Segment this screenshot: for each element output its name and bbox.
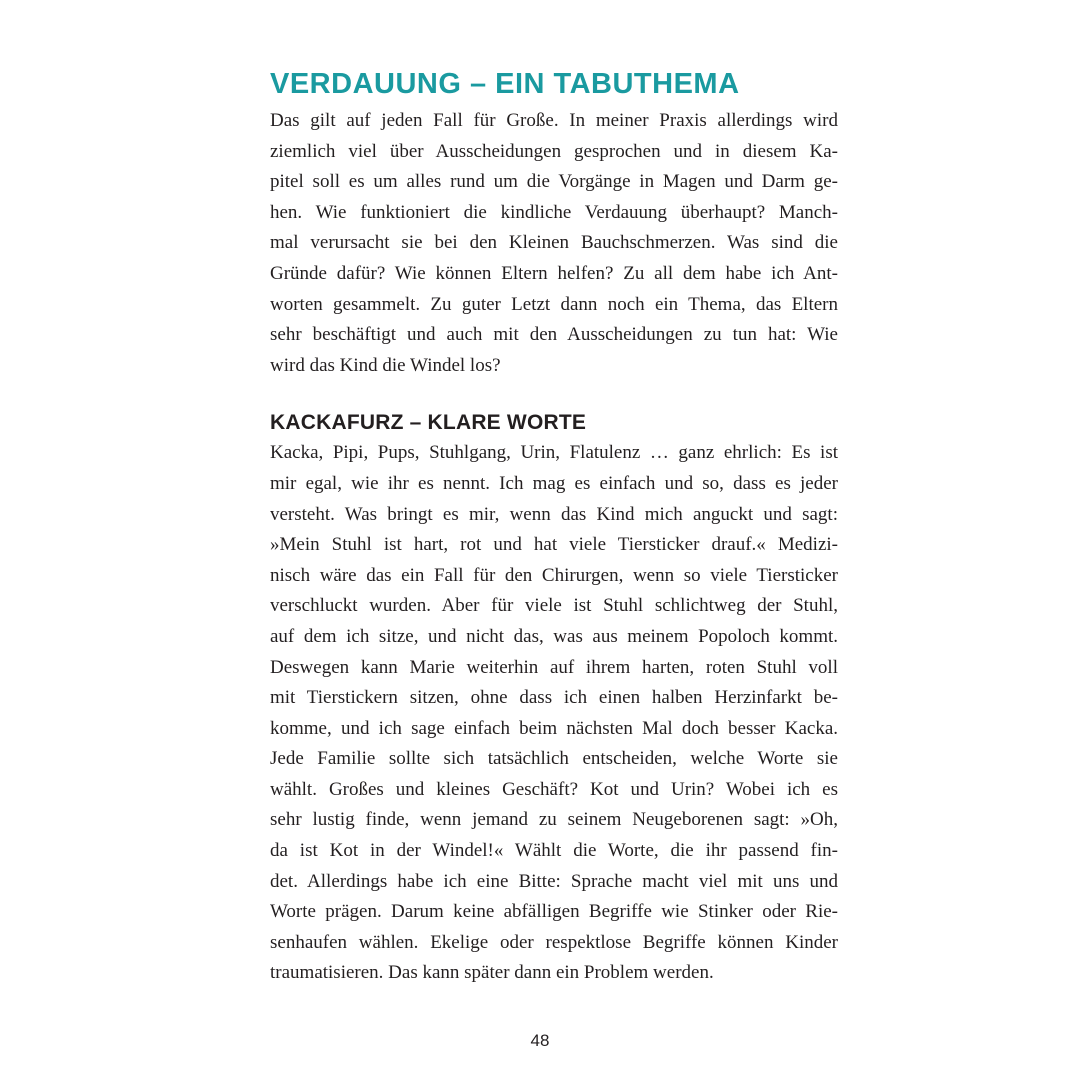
text-line: Worte prägen. Darum keine abfälligen Begriffe wie Stinker oder Rie- <box>270 901 838 923</box>
chapter-title: VERDAUUNG – EIN TABUTHEMA <box>270 68 740 100</box>
text-line: wählt. Großes und kleines Geschäft? Kot und Urin? Wobei ich es <box>270 778 838 800</box>
text-line: versteht. Was bringt es mir, wenn das Kind mich anguckt und sagt: <box>270 503 838 525</box>
text-line: Jede Familie sollte sich tatsächlich entscheiden, welche Worte sie <box>270 748 838 770</box>
text-line: Das gilt auf jeden Fall für Große. In meiner Praxis allerdings wird <box>270 110 838 131</box>
text-line: det. Allerdings habe ich eine Bitte: Sprache macht viel mit uns und <box>270 870 838 892</box>
text-line: pitel soll es um alles rund um die Vorgänge in Magen und Darm ge- <box>270 171 838 193</box>
text-line: ziemlich viel über Ausscheidungen gesprochen und in diesem Ka- <box>270 140 838 162</box>
text-line: mit Tierstickern sitzen, ohne dass ich einen halben Herzinfarkt be- <box>270 687 838 709</box>
text-line: Deswegen kann Marie weiterhin auf ihrem harten, roten Stuhl voll <box>270 656 838 678</box>
text-line: auf dem ich sitze, und nicht das, was aus meinem Popoloch kommt. <box>270 625 838 647</box>
text-line: komme, und ich sage einfach beim nächsten Mal doch besser Kacka. <box>270 717 838 739</box>
text-line: hen. Wie funktioniert die kindliche Verdauung überhaupt? Manch- <box>270 201 838 223</box>
text-line: da ist Kot in der Windel!« Wählt die Worte, die ihr passend fin- <box>270 840 838 862</box>
text-line: worten gesammelt. Zu guter Letzt dann noch ein Thema, das Eltern <box>270 293 838 315</box>
text-line: sehr beschäftigt und auch mit den Ausscheidungen zu tun hat: Wie <box>270 324 838 346</box>
text-line: mal verursacht sie bei den Kleinen Bauchschmerzen. Was sind die <box>270 232 838 254</box>
section-paragraph <box>270 438 838 989</box>
chapter-intro-paragraph <box>270 106 838 381</box>
text-line: senhaufen wählen. Ekelige oder respektlose Begriffe können Kinder <box>270 931 838 953</box>
text-line: verschluckt wurden. Aber für viele ist Stuhl schlichtweg der Stuhl, <box>270 595 838 617</box>
text-line: sehr lustig finde, wenn jemand zu seinem Neugeborenen sagt: »Oh, <box>270 809 838 831</box>
text-line: »Mein Stuhl ist hart, rot und hat viele Tiersticker drauf.« Medizi- <box>270 534 838 556</box>
book-page <box>270 66 838 989</box>
text-line: Kacka, Pipi, Pups, Stuhlgang, Urin, Flatulenz … ganz ehrlich: Es ist <box>270 442 838 464</box>
text-line: Gründe dafür? Wie können Eltern helfen? Zu all dem habe ich Ant- <box>270 262 838 284</box>
text-line: mir egal, wie ihr es nennt. Ich mag es einfach und so, dass es jeder <box>270 472 838 494</box>
text-line: traumatisieren. Das kann später dann ein Problem werden. <box>270 962 714 984</box>
section-title: KACKAFURZ – KLARE WORTE <box>270 411 587 435</box>
text-line: wird das Kind die Windel los? <box>270 354 501 376</box>
text-line: nisch wäre das ein Fall für den Chirurgen, wenn so viele Tiersticker <box>270 564 838 586</box>
page-number: 48 <box>530 1031 550 1050</box>
